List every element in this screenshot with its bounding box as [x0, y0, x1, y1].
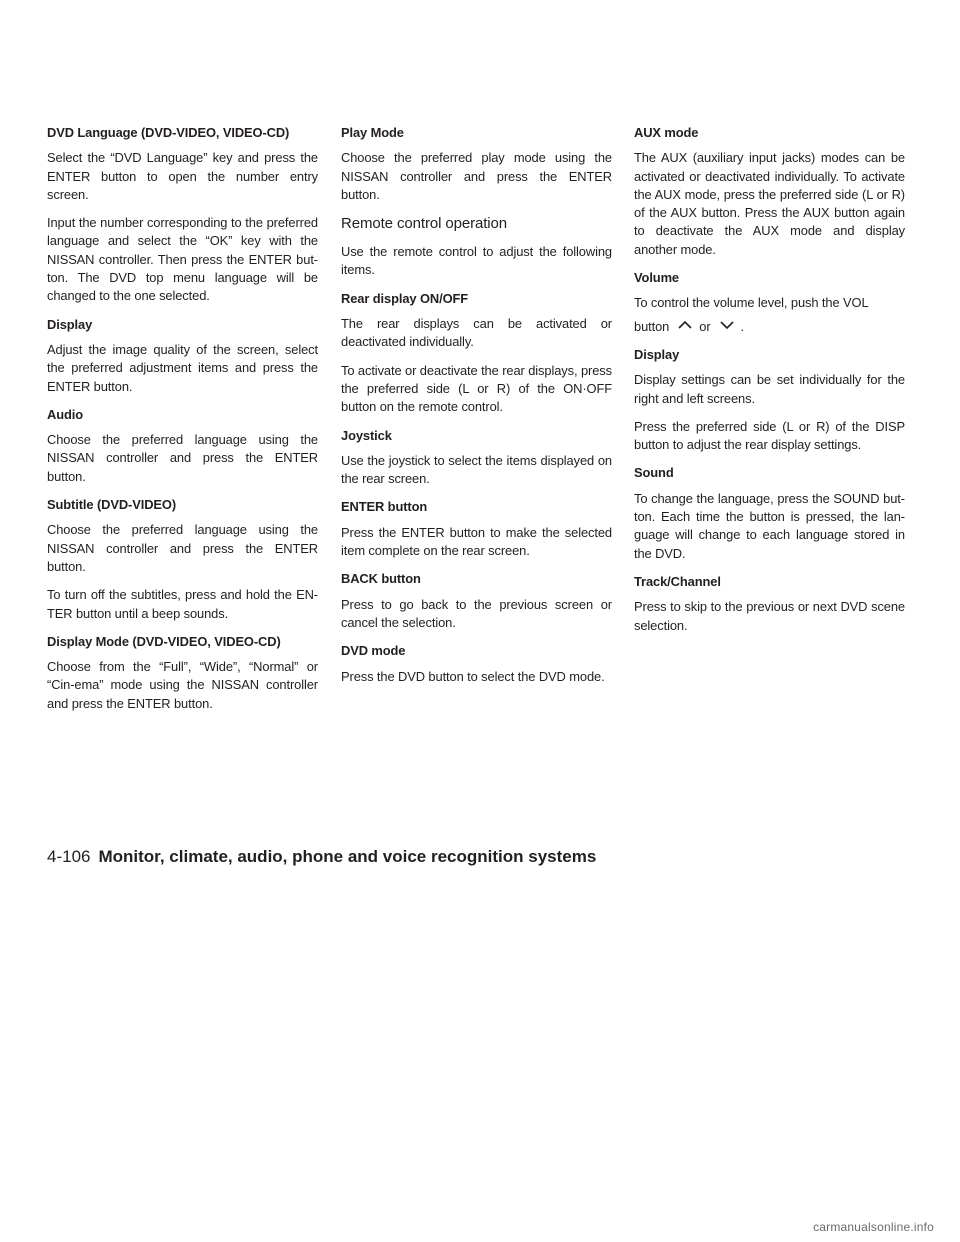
volume-text-button: button: [634, 318, 670, 334]
page-footer: [47, 846, 927, 868]
volume-text-end: .: [740, 318, 744, 334]
column-middle: [341, 124, 612, 696]
track-channel-heading: Track/Channel: [634, 573, 721, 589]
back-button-paragraph: Press to go back to the previous screen or cancel the selection.: [341, 596, 612, 630]
back-button-heading: BACK button: [341, 571, 421, 587]
volume-text-line1: To control the volume level, push the VOL: [634, 295, 869, 311]
display-heading-right: Display: [634, 346, 680, 362]
watermark: carmanualsonline.info: [813, 1220, 934, 1234]
track-channel-paragraph: Press to skip to the previous or next DVD scene selection.: [634, 599, 905, 633]
display-paragraph: Adjust the image quality of the screen, select the preferred adjustment items and press the ENTER button.: [47, 341, 318, 394]
play-mode-paragraph: Choose the preferred play mode using the NISSAN controller and press the ENTER button.: [341, 150, 612, 202]
remote-control-section-title: Remote control operation: [341, 215, 508, 233]
display-heading: Display: [47, 316, 93, 332]
display-mode-paragraph: Choose from the “Full”, “Wide”, “Normal” or “Cin-ema” mode using the NISSAN controller and press the ENTER button.: [47, 659, 318, 711]
audio-paragraph: Choose the preferred language using the NISSAN controller and press the ENTER button.: [47, 432, 318, 484]
dvd-mode-heading: DVD mode: [341, 643, 406, 659]
play-mode-heading: Play Mode: [341, 125, 404, 140]
chevron-down-icon: [717, 318, 737, 332]
subtitle-heading: Subtitle (DVD-VIDEO): [47, 497, 177, 513]
chapter-title: Monitor, climate, audio, phone and voice recognition systems: [98, 847, 597, 866]
chevron-up-icon: [675, 318, 695, 332]
rear-display-heading: Rear display ON/OFF: [341, 290, 469, 306]
display-mode-heading: Display Mode (DVD-VIDEO, VIDEO-CD): [47, 633, 281, 649]
dvd-language-paragraph-2: Input the number corresponding to the preferred language and select the “OK” key with the NISSAN controller. Then press the ENTER but-ton. The DVD top menu language will be changed to the one selected.: [47, 215, 318, 304]
column-right: [634, 124, 905, 645]
dvd-language-paragraph-1: Select the “DVD Language” key and press the ENTER button to open the number entry screen.: [47, 150, 318, 202]
volume-heading: Volume: [634, 270, 680, 286]
column-left: [47, 124, 318, 723]
audio-heading: Audio: [47, 406, 84, 422]
enter-button-heading: ENTER button: [341, 499, 428, 515]
volume-paragraph: [634, 294, 905, 336]
subtitle-paragraph-1: Choose the preferred language using the NISSAN controller and press the ENTER button.: [47, 522, 318, 574]
rear-display-paragraph-2: To activate or deactivate the rear displays, press the preferred side (L or R) of the ON·OFF button on the remote control.: [341, 362, 612, 415]
joystick-paragraph: Use the joystick to select the items displayed on the rear screen.: [341, 452, 612, 487]
volume-text-or: or: [699, 318, 711, 334]
subtitle-paragraph-2: To turn off the subtitles, press and hold the EN-TER button until a beep sounds.: [47, 587, 318, 621]
enter-button-paragraph: Press the ENTER button to make the selected item complete on the rear screen.: [341, 524, 612, 559]
page-number: 4-106: [47, 847, 91, 866]
display-paragraph-right-1: Display settings can be set individually for the right and left screens.: [634, 372, 905, 406]
remote-control-paragraph: Use the remote control to adjust the following items.: [341, 244, 612, 278]
sound-paragraph: To change the language, press the SOUND but-ton. Each time the button is pressed, the lan-guage will change to each language stored in the DVD.: [634, 490, 905, 561]
rear-display-paragraph-1: The rear displays can be activated or deactivated individually.: [341, 316, 612, 350]
sound-heading: Sound: [634, 465, 674, 481]
dvd-mode-paragraph: Press the DVD button to select the DVD mode.: [341, 668, 605, 684]
dvd-language-heading: DVD Language (DVD-VIDEO, VIDEO-CD): [47, 125, 290, 140]
aux-mode-heading: AUX mode: [634, 125, 699, 140]
aux-mode-paragraph: The AUX (auxiliary input jacks) modes can be activated or deactivated individually. To activate the AUX mode, press the preferred side (L or R) of the AUX button. Press the AUX button again to deactivate the AUX mode and display another mode.: [634, 150, 905, 257]
display-paragraph-right-2: Press the preferred side (L or R) of the DISP button to adjust the rear display settings.: [634, 418, 905, 453]
joystick-heading: Joystick: [341, 427, 392, 443]
